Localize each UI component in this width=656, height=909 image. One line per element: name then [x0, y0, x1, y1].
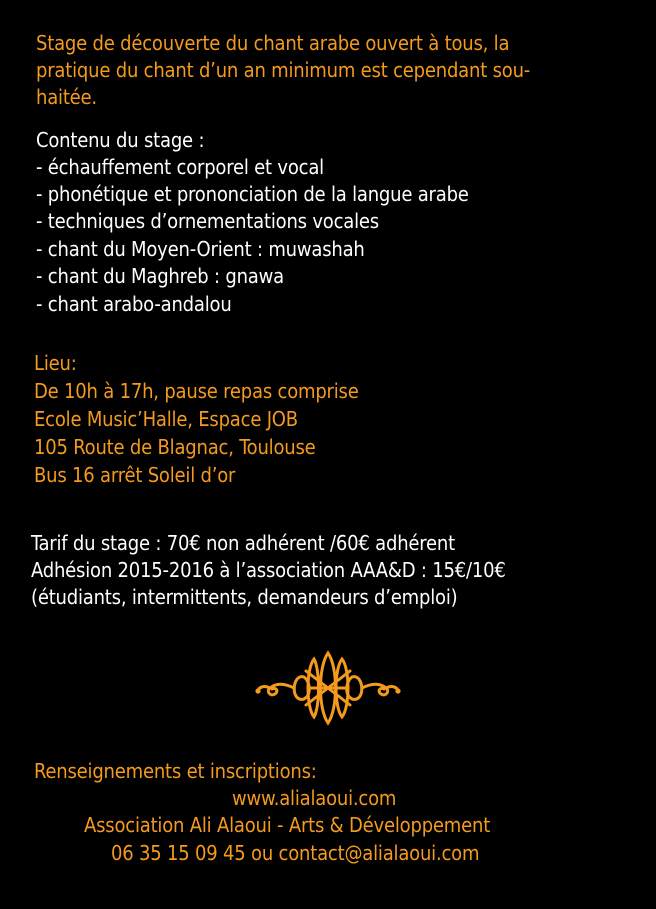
content-heading: Contenu du stage :	[36, 128, 205, 152]
pricing-line: Adhésion 2015-2016 à l’association AAA&D : 15€/10€	[31, 558, 506, 582]
content-item: - chant du Moyen-Orient : muwashah	[36, 237, 365, 261]
website-link[interactable]: www.alialaoui.com	[232, 786, 397, 810]
intro-line-2: pratique du chant d’un an minimum est cependant sou-	[36, 58, 531, 82]
location-heading: Lieu:	[34, 351, 77, 375]
intro-line-3: haitée.	[36, 85, 97, 109]
ornament-knot-icon	[254, 647, 402, 729]
phone-email[interactable]: 06 35 15 09 45 ou contact@alialaoui.com	[111, 841, 480, 865]
pricing-line: Tarif du stage : 70€ non adhérent /60€ adhérent	[31, 531, 455, 555]
location-line: De 10h à 17h, pause repas comprise	[34, 379, 359, 403]
content-item: - techniques d’ornementations vocales	[36, 209, 379, 233]
intro-line-1: Stage de découverte du chant arabe ouvert à tous, la	[36, 31, 510, 55]
location-line: Ecole Music’Halle, Espace JOB	[34, 407, 298, 431]
location-line: 105 Route de Blagnac, Toulouse	[34, 435, 316, 459]
content-item: - phonétique et prononciation de la langue arabe	[36, 182, 469, 206]
pricing-line: (étudiants, intermittents, demandeurs d’emploi)	[31, 585, 458, 609]
contact-heading: Renseignements et inscriptions:	[34, 759, 317, 783]
location-line: Bus 16 arrêt Soleil d’or	[34, 463, 236, 487]
content-item: - échauffement corporel et vocal	[36, 155, 324, 179]
association-name: Association Ali Alaoui - Arts & Développement	[84, 813, 491, 837]
content-item: - chant du Maghreb : gnawa	[36, 264, 284, 288]
content-item: - chant arabo-andalou	[36, 292, 232, 316]
